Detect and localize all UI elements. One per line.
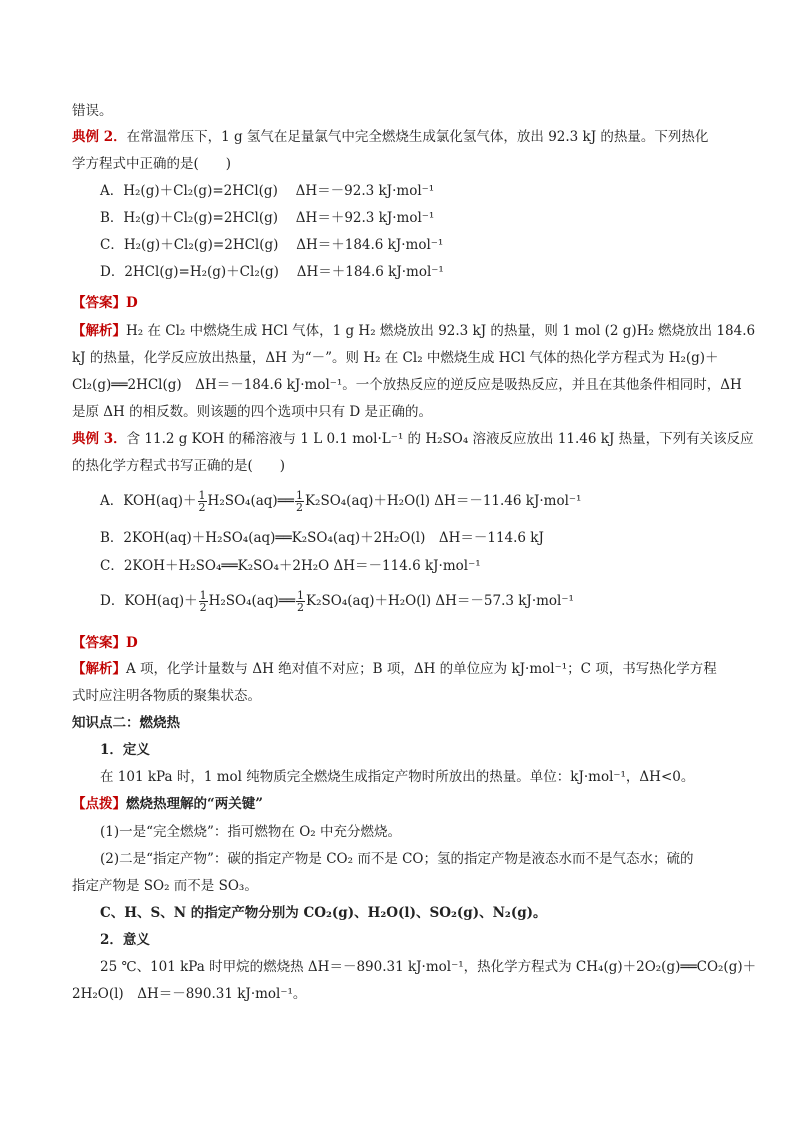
fraction (198, 490, 207, 513)
text-line: (1)一是“完全燃烧”：指可燃物在 O₂ 中充分燃烧。 (100, 824, 401, 840)
text-line: 是原 ΔH 的相反数。则该题的四个选项中只有 D 是正确的。 (72, 404, 433, 420)
analysis-text: H₂ 在 Cl₂ 中燃烧生成 HCl 气体，1 g H₂ 燃烧放出 92.3 kJ 的热量，则 1 mol (2 g)H₂ 燃烧放出 184.6 (126, 323, 756, 339)
option-text: H₂SO₄(aq)══ (208, 593, 296, 609)
subheading: 2．意义 (100, 932, 150, 948)
answer-label: 【答案】D (72, 295, 138, 311)
tip-label: 【点拨】 (72, 796, 126, 812)
option-d: D．2HCl(g)=H₂(g)＋Cl₂(g) ΔH＝＋184.6 kJ·mol⁻¹ (100, 264, 444, 280)
analysis-label: 【解析】 (72, 661, 126, 677)
fraction-numerator: 1 (297, 589, 305, 602)
fraction (295, 490, 304, 513)
fraction (199, 590, 208, 613)
option-text: A．KOH(aq)＋ (100, 493, 197, 509)
analysis-line (72, 659, 717, 679)
text-line: (2)二是“指定产物”：碳的指定产物是 CO₂ 而不是 CO；氢的指定产物是液态水而不是气态水；硫的 (100, 851, 694, 867)
text-line: kJ 的热量，化学反应放出热量，ΔH 为“－”。则 H₂ 在 Cl₂ 中燃烧生成 HCl 气体的热化学方程式为 H₂(g)＋ (72, 350, 719, 366)
fraction-numerator: 1 (295, 489, 303, 502)
tip-line (72, 794, 263, 814)
text-line: Cl₂(g)══2HCl(g) ΔH＝－184.6 kJ·mol⁻¹。一个放热反应的逆反应是吸热反应，并且在其他条件相同时，ΔH (72, 377, 742, 393)
option-c: C．2KOH＋H₂SO₄══K₂SO₄＋2H₂O ΔH＝－114.6 kJ·mol⁻¹ (100, 558, 481, 574)
fraction-denominator: 2 (295, 501, 303, 514)
text-line: 2H₂O(l) ΔH＝－890.31 kJ·mol⁻¹。 (72, 986, 307, 1002)
tip-title: 燃烧热理解的“两关键” (126, 796, 264, 812)
option-text: K₂SO₄(aq)＋H₂O(l) ΔH＝－57.3 kJ·mol⁻¹ (306, 593, 574, 609)
option-b: B．2KOH(aq)＋H₂SO₄(aq)══K₂SO₄(aq)＋2H₂O(l) ΔH＝－114.6 kJ (100, 530, 544, 546)
fraction-denominator: 2 (199, 601, 207, 614)
option-text: D．KOH(aq)＋ (100, 593, 198, 609)
section-heading: 知识点二：燃烧热 (72, 715, 180, 731)
text-line: 错误。 (72, 103, 113, 119)
text-line: 25 ℃、101 kPa 时甲烷的燃烧热 ΔH＝－890.31 kJ·mol⁻¹，热化学方程式为 CH₄(g)＋2O₂(g)══CO₂(g)＋ (100, 959, 757, 975)
option-a (100, 490, 581, 513)
subheading: 1．定义 (100, 742, 150, 758)
option-text: H₂SO₄(aq)══ (207, 493, 294, 509)
option-c: C．H₂(g)＋Cl₂(g)=2HCl(g) ΔH＝＋184.6 kJ·mol⁻¹ (100, 237, 444, 253)
fraction-numerator: 1 (198, 489, 206, 502)
analysis-label: 【解析】 (72, 323, 126, 339)
analysis-text: A 项，化学计量数与 ΔH 绝对值不对应；B 项，ΔH 的单位应为 kJ·mol⁻¹；C 项，书写热化学方程 (126, 661, 717, 677)
key-statement: C、H、S、N 的指定产物分别为 CO₂(g)、H₂O(l)、SO₂(g)、N₂(g)。 (100, 905, 547, 921)
fraction (296, 590, 305, 613)
fraction-denominator: 2 (297, 601, 305, 614)
text-line: 的热化学方程式书写正确的是( ) (72, 458, 286, 474)
text-line: 在 101 kPa 时，1 mol 纯物质完全燃烧生成指定产物时所放出的热量。单位：kJ·mol⁻¹，ΔH<0。 (100, 769, 695, 785)
question-text: 在常温常压下，1 g 氢气在足量氯气中完全燃烧生成氯化氢气体，放出 92.3 kJ 的热量。下列热化 (126, 129, 709, 145)
question-text: 含 11.2 g KOH 的稀溶液与 1 L 0.1 mol·L⁻¹ 的 H₂SO₄ 溶液反应放出 11.46 kJ 热量，下列有关该反应 (126, 431, 754, 447)
text-line: 指定产物是 SO₂ 而不是 SO₃。 (72, 878, 258, 894)
fraction-denominator: 2 (198, 501, 206, 514)
answer-label: 【答案】D (72, 635, 138, 651)
example-2-question (72, 127, 708, 147)
option-a: A．H₂(g)＋Cl₂(g)=2HCl(g) ΔH＝－92.3 kJ·mol⁻¹ (100, 183, 435, 199)
analysis-line (72, 321, 755, 341)
option-d (100, 590, 574, 613)
text-line: 学方程式中正确的是( ) (72, 156, 232, 172)
text-line: 式时应注明各物质的聚集状态。 (72, 688, 261, 704)
option-text: K₂SO₄(aq)＋H₂O(l) ΔH＝－11.46 kJ·mol⁻¹ (304, 493, 582, 509)
example-label: 典例 2． (72, 129, 127, 145)
example-label: 典例 3． (72, 431, 127, 447)
example-3-question (72, 429, 754, 449)
option-b: B．H₂(g)＋Cl₂(g)=2HCl(g) ΔH＝＋92.3 kJ·mol⁻¹ (100, 210, 435, 226)
fraction-numerator: 1 (199, 589, 207, 602)
